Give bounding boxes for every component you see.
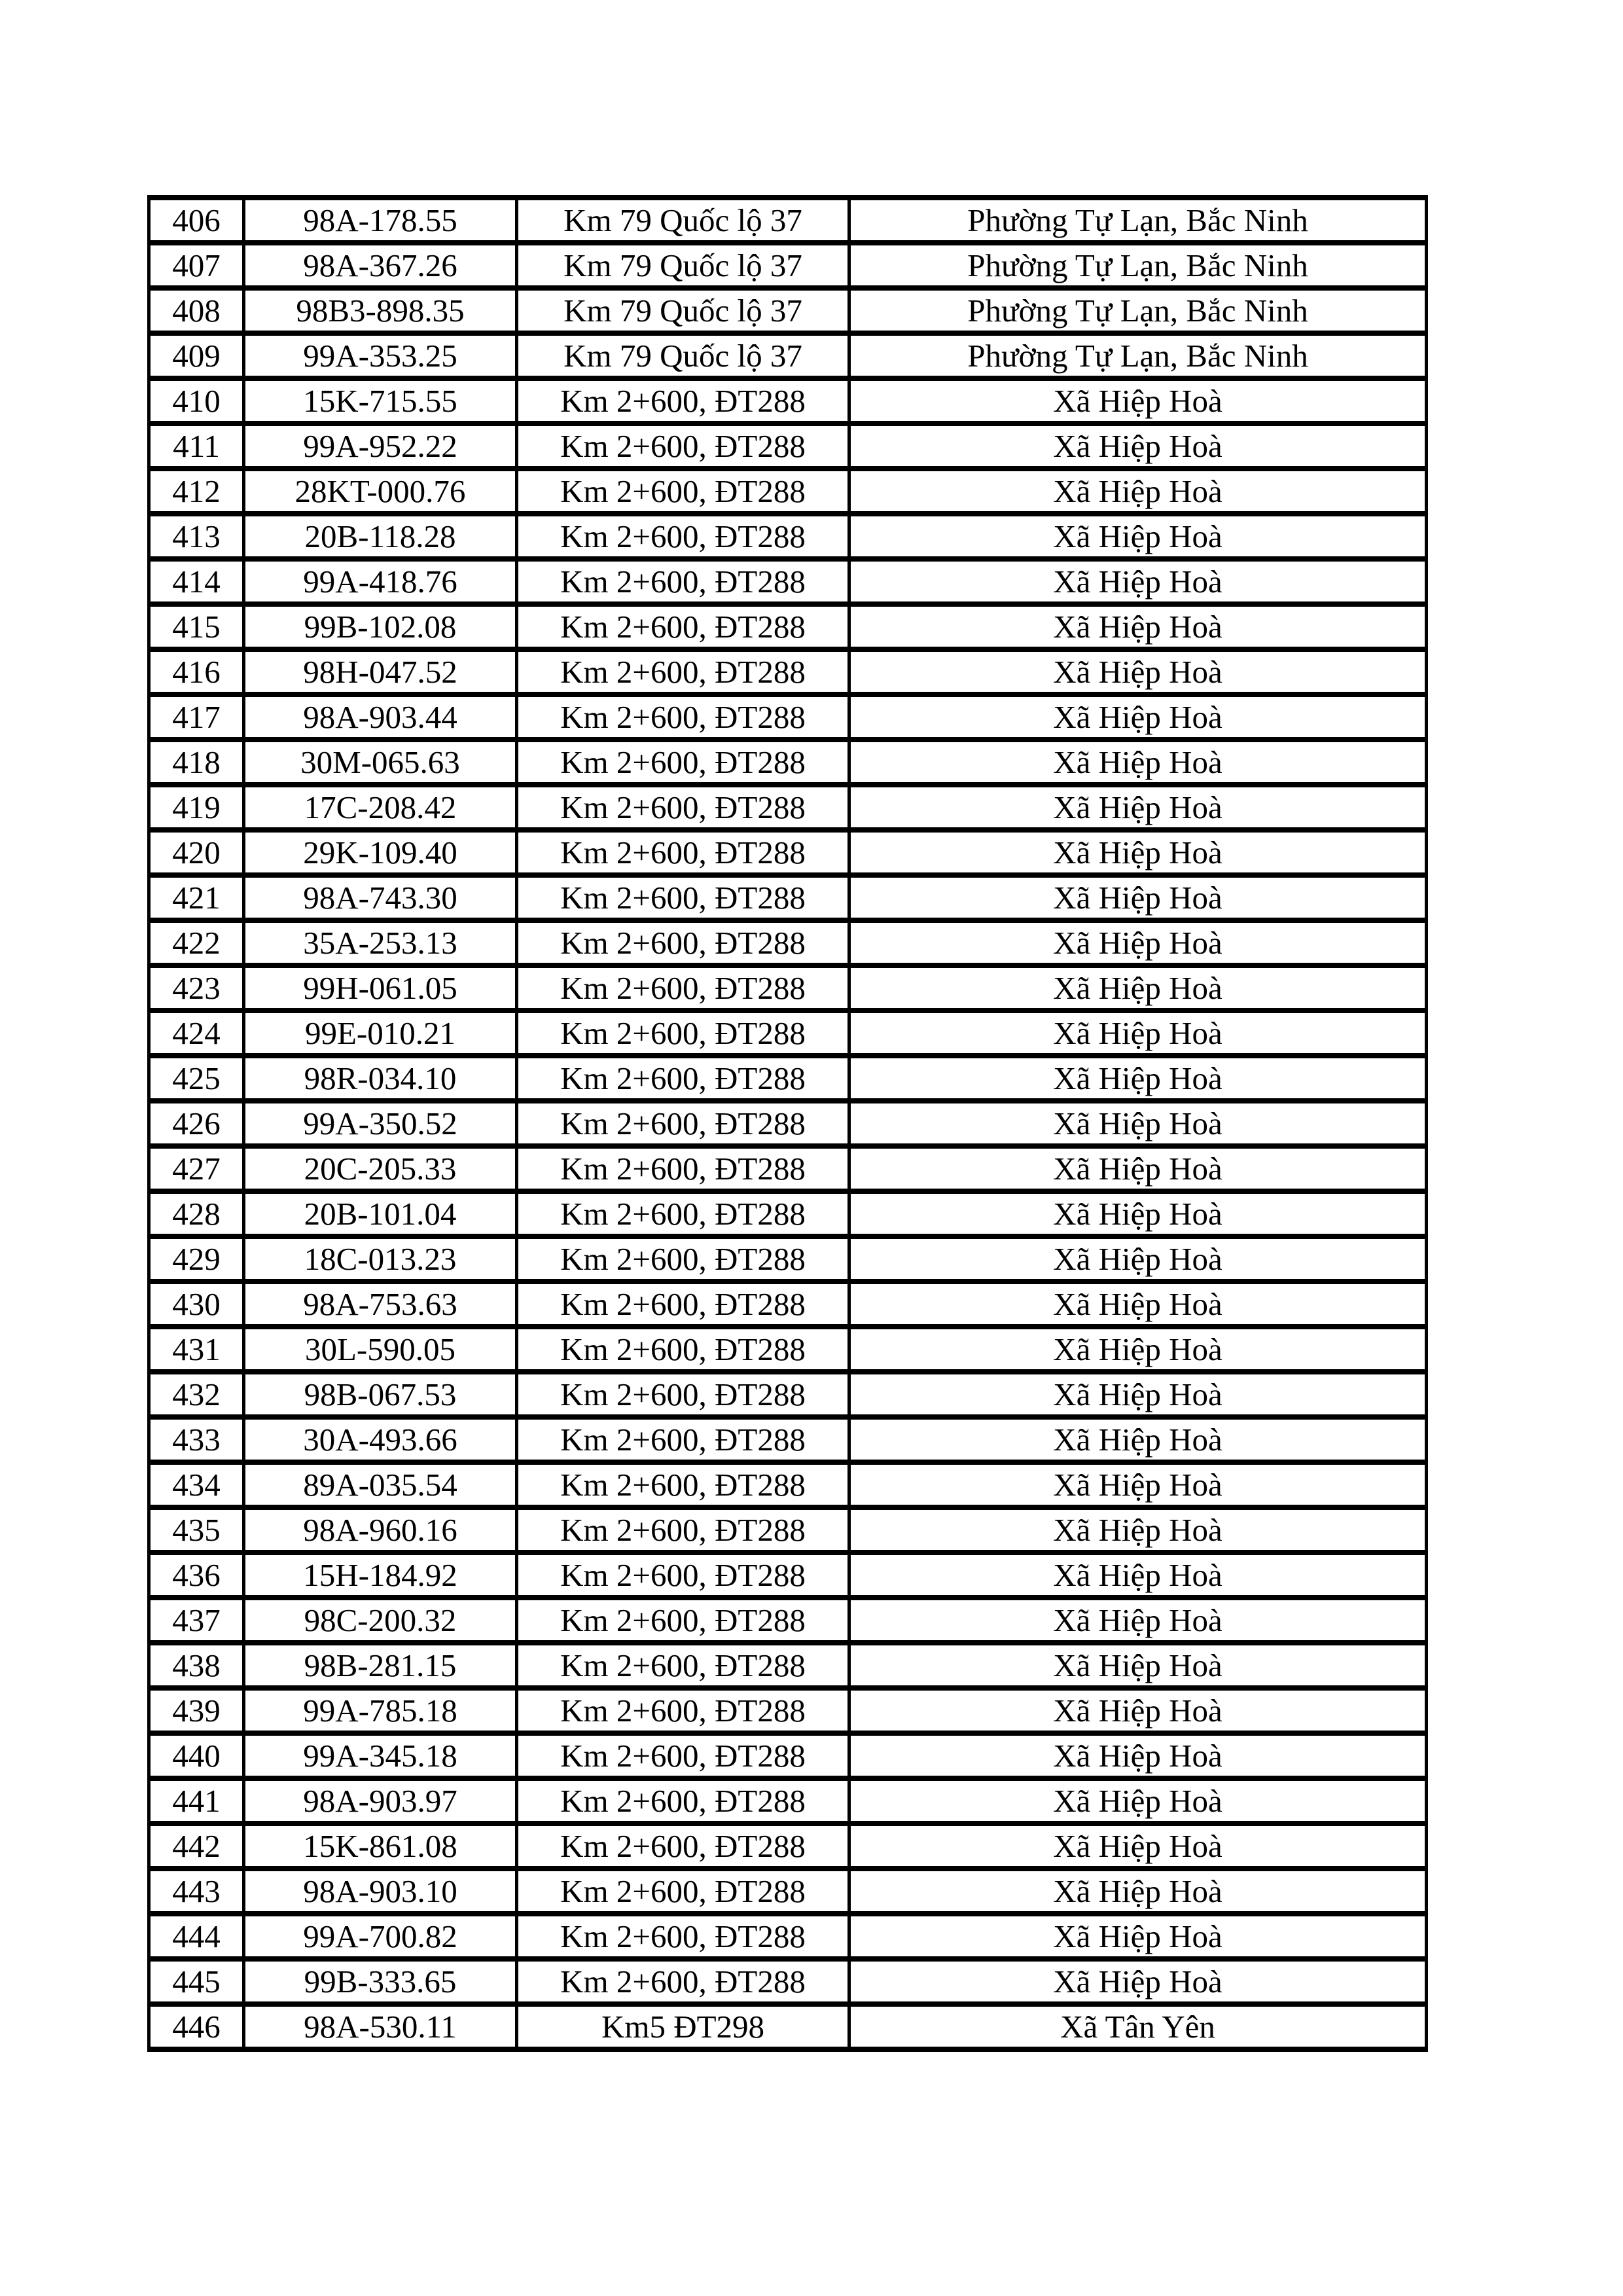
plate-cell: 28KT-000.76 [244, 469, 517, 514]
area-cell: Xã Hiệp Hoà [849, 1236, 1427, 1282]
location-cell: Km 2+600, ĐT288 [517, 559, 849, 604]
area-cell: Xã Hiệp Hoà [849, 785, 1427, 830]
location-cell: Km 2+600, ĐT288 [517, 1643, 849, 1688]
row-number-cell: 436 [149, 1552, 244, 1598]
area-cell: Xã Hiệp Hoà [849, 1462, 1427, 1507]
plate-cell: 18C-013.23 [244, 1236, 517, 1282]
row-number-cell: 437 [149, 1598, 244, 1643]
table-row [149, 1598, 1427, 1643]
plate-cell: 20B-118.28 [244, 514, 517, 559]
table-row [149, 604, 1427, 649]
plate-cell: 15H-184.92 [244, 1552, 517, 1598]
plate-cell: 98A-530.11 [244, 2004, 517, 2049]
row-number-cell: 429 [149, 1236, 244, 1282]
table-row [149, 1507, 1427, 1552]
location-cell: Km 2+600, ĐT288 [517, 423, 849, 469]
location-cell: Km 2+600, ĐT288 [517, 1778, 849, 1823]
location-cell: Km 2+600, ĐT288 [517, 1598, 849, 1643]
table-row [149, 514, 1427, 559]
area-cell: Xã Hiệp Hoà [849, 1191, 1427, 1236]
location-cell: Km 2+600, ĐT288 [517, 1372, 849, 1417]
area-cell: Xã Hiệp Hoà [849, 1146, 1427, 1191]
table-row [149, 1236, 1427, 1282]
area-cell: Phường Tự Lạn, Bắc Ninh [849, 198, 1427, 243]
area-cell: Xã Hiệp Hoà [849, 423, 1427, 469]
row-number-cell: 444 [149, 1914, 244, 1959]
row-number-cell: 445 [149, 1959, 244, 2004]
license-plate-table [147, 195, 1428, 2052]
row-number-cell: 422 [149, 920, 244, 965]
area-cell: Xã Hiệp Hoà [849, 649, 1427, 694]
area-cell: Xã Hiệp Hoà [849, 1778, 1427, 1823]
location-cell: Km 2+600, ĐT288 [517, 1146, 849, 1191]
row-number-cell: 440 [149, 1733, 244, 1778]
table-row [149, 559, 1427, 604]
table-row [149, 1869, 1427, 1914]
plate-cell: 99A-350.52 [244, 1101, 517, 1146]
area-cell: Xã Hiệp Hoà [849, 1372, 1427, 1417]
table-row [149, 1146, 1427, 1191]
area-cell: Xã Hiệp Hoà [849, 604, 1427, 649]
plate-cell: 99A-418.76 [244, 559, 517, 604]
plate-cell: 98B-067.53 [244, 1372, 517, 1417]
table-row [149, 1191, 1427, 1236]
table-row [149, 1643, 1427, 1688]
row-number-cell: 424 [149, 1011, 244, 1056]
plate-cell: 98B3-898.35 [244, 288, 517, 333]
plate-cell: 98A-753.63 [244, 1282, 517, 1327]
plate-cell: 98H-047.52 [244, 649, 517, 694]
table-row [149, 1011, 1427, 1056]
area-cell: Xã Hiệp Hoà [849, 875, 1427, 920]
location-cell: Km 2+600, ĐT288 [517, 1823, 849, 1869]
row-number-cell: 427 [149, 1146, 244, 1191]
row-number-cell: 420 [149, 830, 244, 875]
table-body [149, 198, 1427, 2049]
row-number-cell: 430 [149, 1282, 244, 1327]
plate-cell: 15K-861.08 [244, 1823, 517, 1869]
plate-cell: 98A-178.55 [244, 198, 517, 243]
row-number-cell: 414 [149, 559, 244, 604]
area-cell: Phường Tự Lạn, Bắc Ninh [849, 288, 1427, 333]
table-row [149, 1959, 1427, 2004]
table-row [149, 694, 1427, 740]
row-number-cell: 432 [149, 1372, 244, 1417]
location-cell: Km 2+600, ĐT288 [517, 1056, 849, 1101]
location-cell: Km 2+600, ĐT288 [517, 1191, 849, 1236]
row-number-cell: 433 [149, 1417, 244, 1462]
plate-cell: 98A-903.44 [244, 694, 517, 740]
location-cell: Km 2+600, ĐT288 [517, 1869, 849, 1914]
row-number-cell: 413 [149, 514, 244, 559]
row-number-cell: 409 [149, 333, 244, 378]
table-row [149, 1733, 1427, 1778]
plate-cell: 99E-010.21 [244, 1011, 517, 1056]
area-cell: Xã Hiệp Hoà [849, 740, 1427, 785]
table-row [149, 965, 1427, 1011]
area-cell: Xã Tân Yên [849, 2004, 1427, 2049]
plate-cell: 99H-061.05 [244, 965, 517, 1011]
plate-cell: 98A-903.10 [244, 1869, 517, 1914]
plate-cell: 30A-493.66 [244, 1417, 517, 1462]
table-row [149, 1462, 1427, 1507]
location-cell: Km 2+600, ĐT288 [517, 785, 849, 830]
location-cell: Km5 ĐT298 [517, 2004, 849, 2049]
row-number-cell: 410 [149, 378, 244, 423]
table-row [149, 920, 1427, 965]
plate-cell: 99A-952.22 [244, 423, 517, 469]
row-number-cell: 421 [149, 875, 244, 920]
plate-cell: 20B-101.04 [244, 1191, 517, 1236]
table-row [149, 1417, 1427, 1462]
row-number-cell: 439 [149, 1688, 244, 1733]
plate-cell: 98A-367.26 [244, 243, 517, 288]
location-cell: Km 2+600, ĐT288 [517, 1101, 849, 1146]
row-number-cell: 408 [149, 288, 244, 333]
row-number-cell: 423 [149, 965, 244, 1011]
location-cell: Km 79 Quốc lộ 37 [517, 243, 849, 288]
table-row [149, 333, 1427, 378]
row-number-cell: 406 [149, 198, 244, 243]
location-cell: Km 2+600, ĐT288 [517, 1733, 849, 1778]
location-cell: Km 2+600, ĐT288 [517, 1552, 849, 1598]
table-row [149, 378, 1427, 423]
table-row [149, 1778, 1427, 1823]
table-row [149, 830, 1427, 875]
area-cell: Xã Hiệp Hoà [849, 1282, 1427, 1327]
location-cell: Km 2+600, ĐT288 [517, 1236, 849, 1282]
table-row [149, 1552, 1427, 1598]
location-cell: Km 2+600, ĐT288 [517, 1959, 849, 2004]
table-row [149, 1327, 1427, 1372]
row-number-cell: 419 [149, 785, 244, 830]
table-row [149, 288, 1427, 333]
location-cell: Km 2+600, ĐT288 [517, 694, 849, 740]
plate-cell: 99B-102.08 [244, 604, 517, 649]
table-row [149, 198, 1427, 243]
area-cell: Xã Hiệp Hoà [849, 1598, 1427, 1643]
location-cell: Km 2+600, ĐT288 [517, 1327, 849, 1372]
plate-cell: 99A-700.82 [244, 1914, 517, 1959]
row-number-cell: 411 [149, 423, 244, 469]
location-cell: Km 2+600, ĐT288 [517, 830, 849, 875]
area-cell: Xã Hiệp Hoà [849, 469, 1427, 514]
location-cell: Km 2+600, ĐT288 [517, 1688, 849, 1733]
row-number-cell: 412 [149, 469, 244, 514]
table-row [149, 423, 1427, 469]
row-number-cell: 431 [149, 1327, 244, 1372]
table-row [149, 1056, 1427, 1101]
location-cell: Km 2+600, ĐT288 [517, 469, 849, 514]
area-cell: Phường Tự Lạn, Bắc Ninh [849, 243, 1427, 288]
location-cell: Km 2+600, ĐT288 [517, 514, 849, 559]
row-number-cell: 443 [149, 1869, 244, 1914]
table-row [149, 1688, 1427, 1733]
area-cell: Xã Hiệp Hoà [849, 920, 1427, 965]
table-row [149, 1914, 1427, 1959]
table-row [149, 2004, 1427, 2049]
area-cell: Xã Hiệp Hoà [849, 965, 1427, 1011]
plate-cell: 29K-109.40 [244, 830, 517, 875]
table-row [149, 1282, 1427, 1327]
row-number-cell: 435 [149, 1507, 244, 1552]
area-cell: Xã Hiệp Hoà [849, 1011, 1427, 1056]
plate-cell: 99B-333.65 [244, 1959, 517, 2004]
location-cell: Km 2+600, ĐT288 [517, 740, 849, 785]
area-cell: Xã Hiệp Hoà [849, 694, 1427, 740]
row-number-cell: 417 [149, 694, 244, 740]
row-number-cell: 441 [149, 1778, 244, 1823]
row-number-cell: 425 [149, 1056, 244, 1101]
table-row [149, 1823, 1427, 1869]
area-cell: Xã Hiệp Hoà [849, 559, 1427, 604]
plate-cell: 98A-903.97 [244, 1778, 517, 1823]
location-cell: Km 2+600, ĐT288 [517, 649, 849, 694]
row-number-cell: 407 [149, 243, 244, 288]
plate-cell: 30M-065.63 [244, 740, 517, 785]
area-cell: Xã Hiệp Hoà [849, 1056, 1427, 1101]
plate-cell: 98R-034.10 [244, 1056, 517, 1101]
area-cell: Xã Hiệp Hoà [849, 1327, 1427, 1372]
location-cell: Km 2+600, ĐT288 [517, 965, 849, 1011]
row-number-cell: 415 [149, 604, 244, 649]
plate-cell: 89A-035.54 [244, 1462, 517, 1507]
location-cell: Km 2+600, ĐT288 [517, 1507, 849, 1552]
area-cell: Xã Hiệp Hoà [849, 1552, 1427, 1598]
table-row [149, 740, 1427, 785]
area-cell: Xã Hiệp Hoà [849, 1643, 1427, 1688]
area-cell: Xã Hiệp Hoà [849, 1914, 1427, 1959]
area-cell: Xã Hiệp Hoà [849, 514, 1427, 559]
plate-cell: 20C-205.33 [244, 1146, 517, 1191]
plate-cell: 15K-715.55 [244, 378, 517, 423]
location-cell: Km 2+600, ĐT288 [517, 378, 849, 423]
plate-cell: 98B-281.15 [244, 1643, 517, 1688]
row-number-cell: 442 [149, 1823, 244, 1869]
area-cell: Xã Hiệp Hoà [849, 1959, 1427, 2004]
area-cell: Xã Hiệp Hoà [849, 1688, 1427, 1733]
row-number-cell: 434 [149, 1462, 244, 1507]
area-cell: Xã Hiệp Hoà [849, 1101, 1427, 1146]
row-number-cell: 438 [149, 1643, 244, 1688]
location-cell: Km 79 Quốc lộ 37 [517, 288, 849, 333]
plate-cell: 99A-785.18 [244, 1688, 517, 1733]
table-row [149, 1372, 1427, 1417]
table-row [149, 469, 1427, 514]
table-row [149, 243, 1427, 288]
plate-cell: 98C-200.32 [244, 1598, 517, 1643]
row-number-cell: 428 [149, 1191, 244, 1236]
location-cell: Km 2+600, ĐT288 [517, 1011, 849, 1056]
area-cell: Xã Hiệp Hoà [849, 1507, 1427, 1552]
table-row [149, 1101, 1427, 1146]
area-cell: Xã Hiệp Hoà [849, 378, 1427, 423]
row-number-cell: 446 [149, 2004, 244, 2049]
row-number-cell: 426 [149, 1101, 244, 1146]
plate-cell: 17C-208.42 [244, 785, 517, 830]
area-cell: Xã Hiệp Hoà [849, 1733, 1427, 1778]
row-number-cell: 416 [149, 649, 244, 694]
plate-cell: 98A-960.16 [244, 1507, 517, 1552]
table-row [149, 875, 1427, 920]
location-cell: Km 2+600, ĐT288 [517, 1282, 849, 1327]
plate-cell: 99A-345.18 [244, 1733, 517, 1778]
location-cell: Km 79 Quốc lộ 37 [517, 333, 849, 378]
plate-cell: 99A-353.25 [244, 333, 517, 378]
location-cell: Km 2+600, ĐT288 [517, 875, 849, 920]
plate-cell: 98A-743.30 [244, 875, 517, 920]
location-cell: Km 2+600, ĐT288 [517, 1914, 849, 1959]
location-cell: Km 2+600, ĐT288 [517, 1417, 849, 1462]
area-cell: Phường Tự Lạn, Bắc Ninh [849, 333, 1427, 378]
table-row [149, 649, 1427, 694]
plate-cell: 30L-590.05 [244, 1327, 517, 1372]
area-cell: Xã Hiệp Hoà [849, 1869, 1427, 1914]
location-cell: Km 2+600, ĐT288 [517, 604, 849, 649]
area-cell: Xã Hiệp Hoà [849, 1417, 1427, 1462]
table-row [149, 785, 1427, 830]
plate-cell: 35A-253.13 [244, 920, 517, 965]
row-number-cell: 418 [149, 740, 244, 785]
location-cell: Km 2+600, ĐT288 [517, 1462, 849, 1507]
location-cell: Km 2+600, ĐT288 [517, 920, 849, 965]
area-cell: Xã Hiệp Hoà [849, 1823, 1427, 1869]
area-cell: Xã Hiệp Hoà [849, 830, 1427, 875]
location-cell: Km 79 Quốc lộ 37 [517, 198, 849, 243]
